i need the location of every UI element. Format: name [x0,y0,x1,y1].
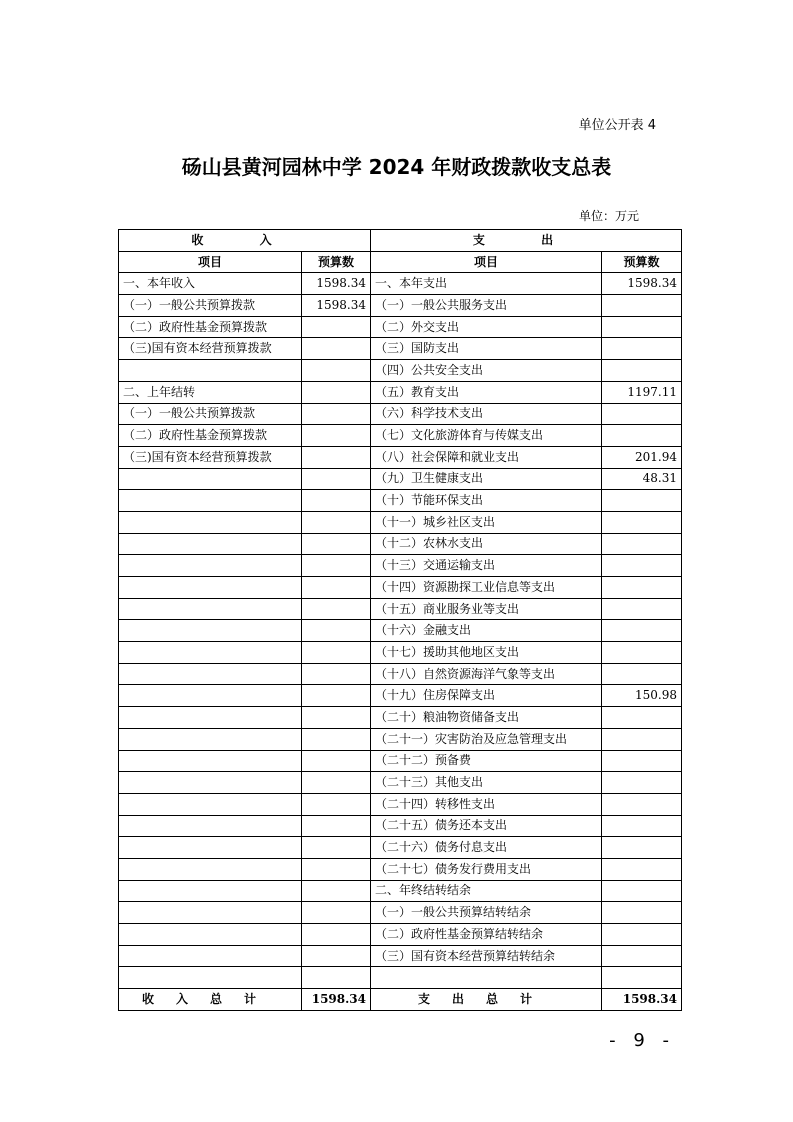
expense-item-cell: 二、年终结转结余 [371,880,602,902]
table-row [119,338,682,360]
expense-item-cell: 一、本年支出 [371,273,602,295]
income-total-value: 1598.34 [302,989,371,1011]
income-value-cell [302,490,371,512]
income-item-cell [119,902,302,924]
income-item-cell [119,642,302,664]
income-value-cell [302,685,371,707]
income-value-cell [302,945,371,967]
expense-value-cell: 1197.11 [602,381,682,403]
expense-value-cell [602,555,682,577]
expense-value-cell [602,642,682,664]
table-row [119,793,682,815]
budget-table [118,229,682,1011]
expense-value-cell [602,360,682,382]
table-row [119,663,682,685]
income-value-cell [302,381,371,403]
expense-value-cell [602,837,682,859]
expense-item-cell: （六）科学技术支出 [371,403,602,425]
form-number: 单位公开表 4 [578,118,656,133]
expense-value-cell [602,598,682,620]
income-item-cell [119,750,302,772]
income-item-cell: （三)国有资本经营预算拨款 [119,446,302,468]
income-value-cell [302,598,371,620]
expense-item-cell: （二十一）灾害防治及应急管理支出 [371,728,602,750]
expense-value-cell: 150.98 [602,685,682,707]
table-row [119,316,682,338]
unit-label: 单位：万元 [578,209,639,223]
income-value-cell [302,403,371,425]
income-item-cell [119,880,302,902]
income-value-cell [302,924,371,946]
expense-value-cell [602,793,682,815]
income-total-label: 收入总计 [119,989,302,1011]
expense-item-cell: （十）节能环保支出 [371,490,602,512]
page-number: - 9 - [609,1030,675,1051]
expense-item-cell: （二十三）其他支出 [371,772,602,794]
income-item-cell [119,815,302,837]
table-row [119,490,682,512]
income-item-cell [119,490,302,512]
table-row [119,468,682,490]
income-value-cell [302,880,371,902]
income-item-cell [119,858,302,880]
income-value-cell [302,338,371,360]
expense-value-cell [602,533,682,555]
income-value-cell [302,555,371,577]
income-value-cell: 1598.34 [302,295,371,317]
expense-value-cell [602,858,682,880]
expense-item-cell: （十六）金融支出 [371,620,602,642]
expense-item-cell: （十五）商业服务业等支出 [371,598,602,620]
income-item-cell [119,598,302,620]
table-row [119,750,682,772]
expense-total-label: 支出总计 [371,989,602,1011]
income-item-cell: （三)国有资本经营预算拨款 [119,338,302,360]
table-row [119,880,682,902]
expense-value-cell [602,924,682,946]
income-item-cell [119,707,302,729]
total-row [119,989,682,1011]
income-value-cell [302,316,371,338]
expense-value-cell: 1598.34 [602,273,682,295]
expense-value-cell [602,750,682,772]
table-row [119,967,682,989]
income-item-cell [119,511,302,533]
expense-value-cell [602,403,682,425]
expense-value-cell [602,880,682,902]
expense-item-cell: （五）教育支出 [371,381,602,403]
expense-item-cell: （十三）交通运输支出 [371,555,602,577]
income-item-cell: （一）一般公共预算拨款 [119,403,302,425]
expense-item-cell: （二十六）债务付息支出 [371,837,602,859]
income-item-cell [119,967,302,989]
expense-value-cell [602,728,682,750]
expense-value-cell [602,338,682,360]
table-row [119,620,682,642]
income-item-cell [119,728,302,750]
expense-item-cell: （三）国有资本经营预算结转结余 [371,945,602,967]
expense-value-cell [602,967,682,989]
income-item-cell [119,620,302,642]
table-row [119,642,682,664]
section-header-row [119,230,682,252]
income-item-cell: （二）政府性基金预算拨款 [119,316,302,338]
income-value-cell [302,360,371,382]
table-row [119,533,682,555]
table-row [119,858,682,880]
expense-value-cell [602,772,682,794]
income-value-cell [302,793,371,815]
expense-item-cell: （二十二）预备费 [371,750,602,772]
income-item-cell [119,924,302,946]
expense-item-cell: （二十五）债务还本支出 [371,815,602,837]
expense-item-cell: （一）一般公共预算结转结余 [371,902,602,924]
table-row [119,707,682,729]
table-row [119,511,682,533]
expense-item-cell: （二十）粮油物资储备支出 [371,707,602,729]
expense-item-cell: （二）外交支出 [371,316,602,338]
income-value-cell [302,511,371,533]
expense-item-cell: （二十四）转移性支出 [371,793,602,815]
income-value-cell [302,858,371,880]
expense-item-cell: （三）国防支出 [371,338,602,360]
income-item-cell: （一）一般公共预算拨款 [119,295,302,317]
expense-item-cell: （十七）援助其他地区支出 [371,642,602,664]
expense-item-cell: （二十七）债务发行费用支出 [371,858,602,880]
table-row [119,425,682,447]
income-value-cell [302,425,371,447]
income-value-cell [302,750,371,772]
expense-value-cell: 201.94 [602,446,682,468]
income-value-cell [302,620,371,642]
table-row [119,728,682,750]
table-row [119,924,682,946]
expense-item-header: 项目 [371,251,602,273]
income-value-cell: 1598.34 [302,273,371,295]
expense-value-cell [602,511,682,533]
expense-item-cell: （八）社会保障和就业支出 [371,446,602,468]
table-row [119,555,682,577]
expense-value-cell [602,902,682,924]
expense-value-cell: 48.31 [602,468,682,490]
table-row [119,815,682,837]
expense-total-value: 1598.34 [602,989,682,1011]
income-item-cell [119,793,302,815]
expense-item-cell: （一）一般公共服务支出 [371,295,602,317]
page-title: 砀山县黄河园林中学 2024 年财政拨款收支总表 [181,155,612,179]
income-item-cell [119,945,302,967]
expense-value-cell [602,663,682,685]
expense-item-cell: （十一）城乡社区支出 [371,511,602,533]
income-value-cell [302,577,371,599]
income-item-cell: 二、上年结转 [119,381,302,403]
income-budget-header: 预算数 [302,251,371,273]
income-item-header: 项目 [119,251,302,273]
table-row [119,446,682,468]
income-value-cell [302,728,371,750]
expense-value-cell [602,490,682,512]
table-row [119,598,682,620]
table-row [119,945,682,967]
expense-value-cell [602,815,682,837]
income-item-cell: 一、本年收入 [119,273,302,295]
expense-value-cell [602,295,682,317]
expense-budget-header: 预算数 [602,251,682,273]
expense-value-cell [602,620,682,642]
expense-item-cell [371,967,602,989]
income-value-cell [302,533,371,555]
expense-value-cell [602,316,682,338]
expense-item-cell: （四）公共安全支出 [371,360,602,382]
table-row [119,403,682,425]
table-row [119,685,682,707]
income-value-cell [302,642,371,664]
expense-item-cell: （九）卫生健康支出 [371,468,602,490]
table-row [119,295,682,317]
income-item-cell [119,533,302,555]
income-item-cell [119,468,302,490]
income-item-cell [119,360,302,382]
expense-value-cell [602,707,682,729]
income-value-cell [302,663,371,685]
expense-item-cell: （二）政府性基金预算结转结余 [371,924,602,946]
expense-item-cell: （十八）自然资源海洋气象等支出 [371,663,602,685]
income-value-cell [302,707,371,729]
income-item-cell [119,555,302,577]
income-item-cell [119,577,302,599]
table-row [119,902,682,924]
income-header: 收 入 [119,230,371,252]
income-value-cell [302,967,371,989]
income-value-cell [302,837,371,859]
income-item-cell: （二）政府性基金预算拨款 [119,425,302,447]
table-row [119,772,682,794]
expense-value-cell [602,945,682,967]
table-row [119,360,682,382]
column-header-row [119,251,682,273]
income-item-cell [119,772,302,794]
expense-value-cell [602,577,682,599]
income-item-cell [119,685,302,707]
income-value-cell [302,902,371,924]
income-item-cell [119,663,302,685]
income-item-cell [119,837,302,859]
expense-value-cell [602,425,682,447]
expense-item-cell: （七）文化旅游体育与传媒支出 [371,425,602,447]
expense-item-cell: （十九）住房保障支出 [371,685,602,707]
table-row [119,381,682,403]
table-row [119,837,682,859]
table-row [119,273,682,295]
table-row [119,577,682,599]
expense-header: 支 出 [371,230,682,252]
income-value-cell [302,468,371,490]
expense-item-cell: （十二）农林水支出 [371,533,602,555]
expense-item-cell: （十四）资源勘探工业信息等支出 [371,577,602,599]
income-value-cell [302,446,371,468]
income-value-cell [302,815,371,837]
income-value-cell [302,772,371,794]
